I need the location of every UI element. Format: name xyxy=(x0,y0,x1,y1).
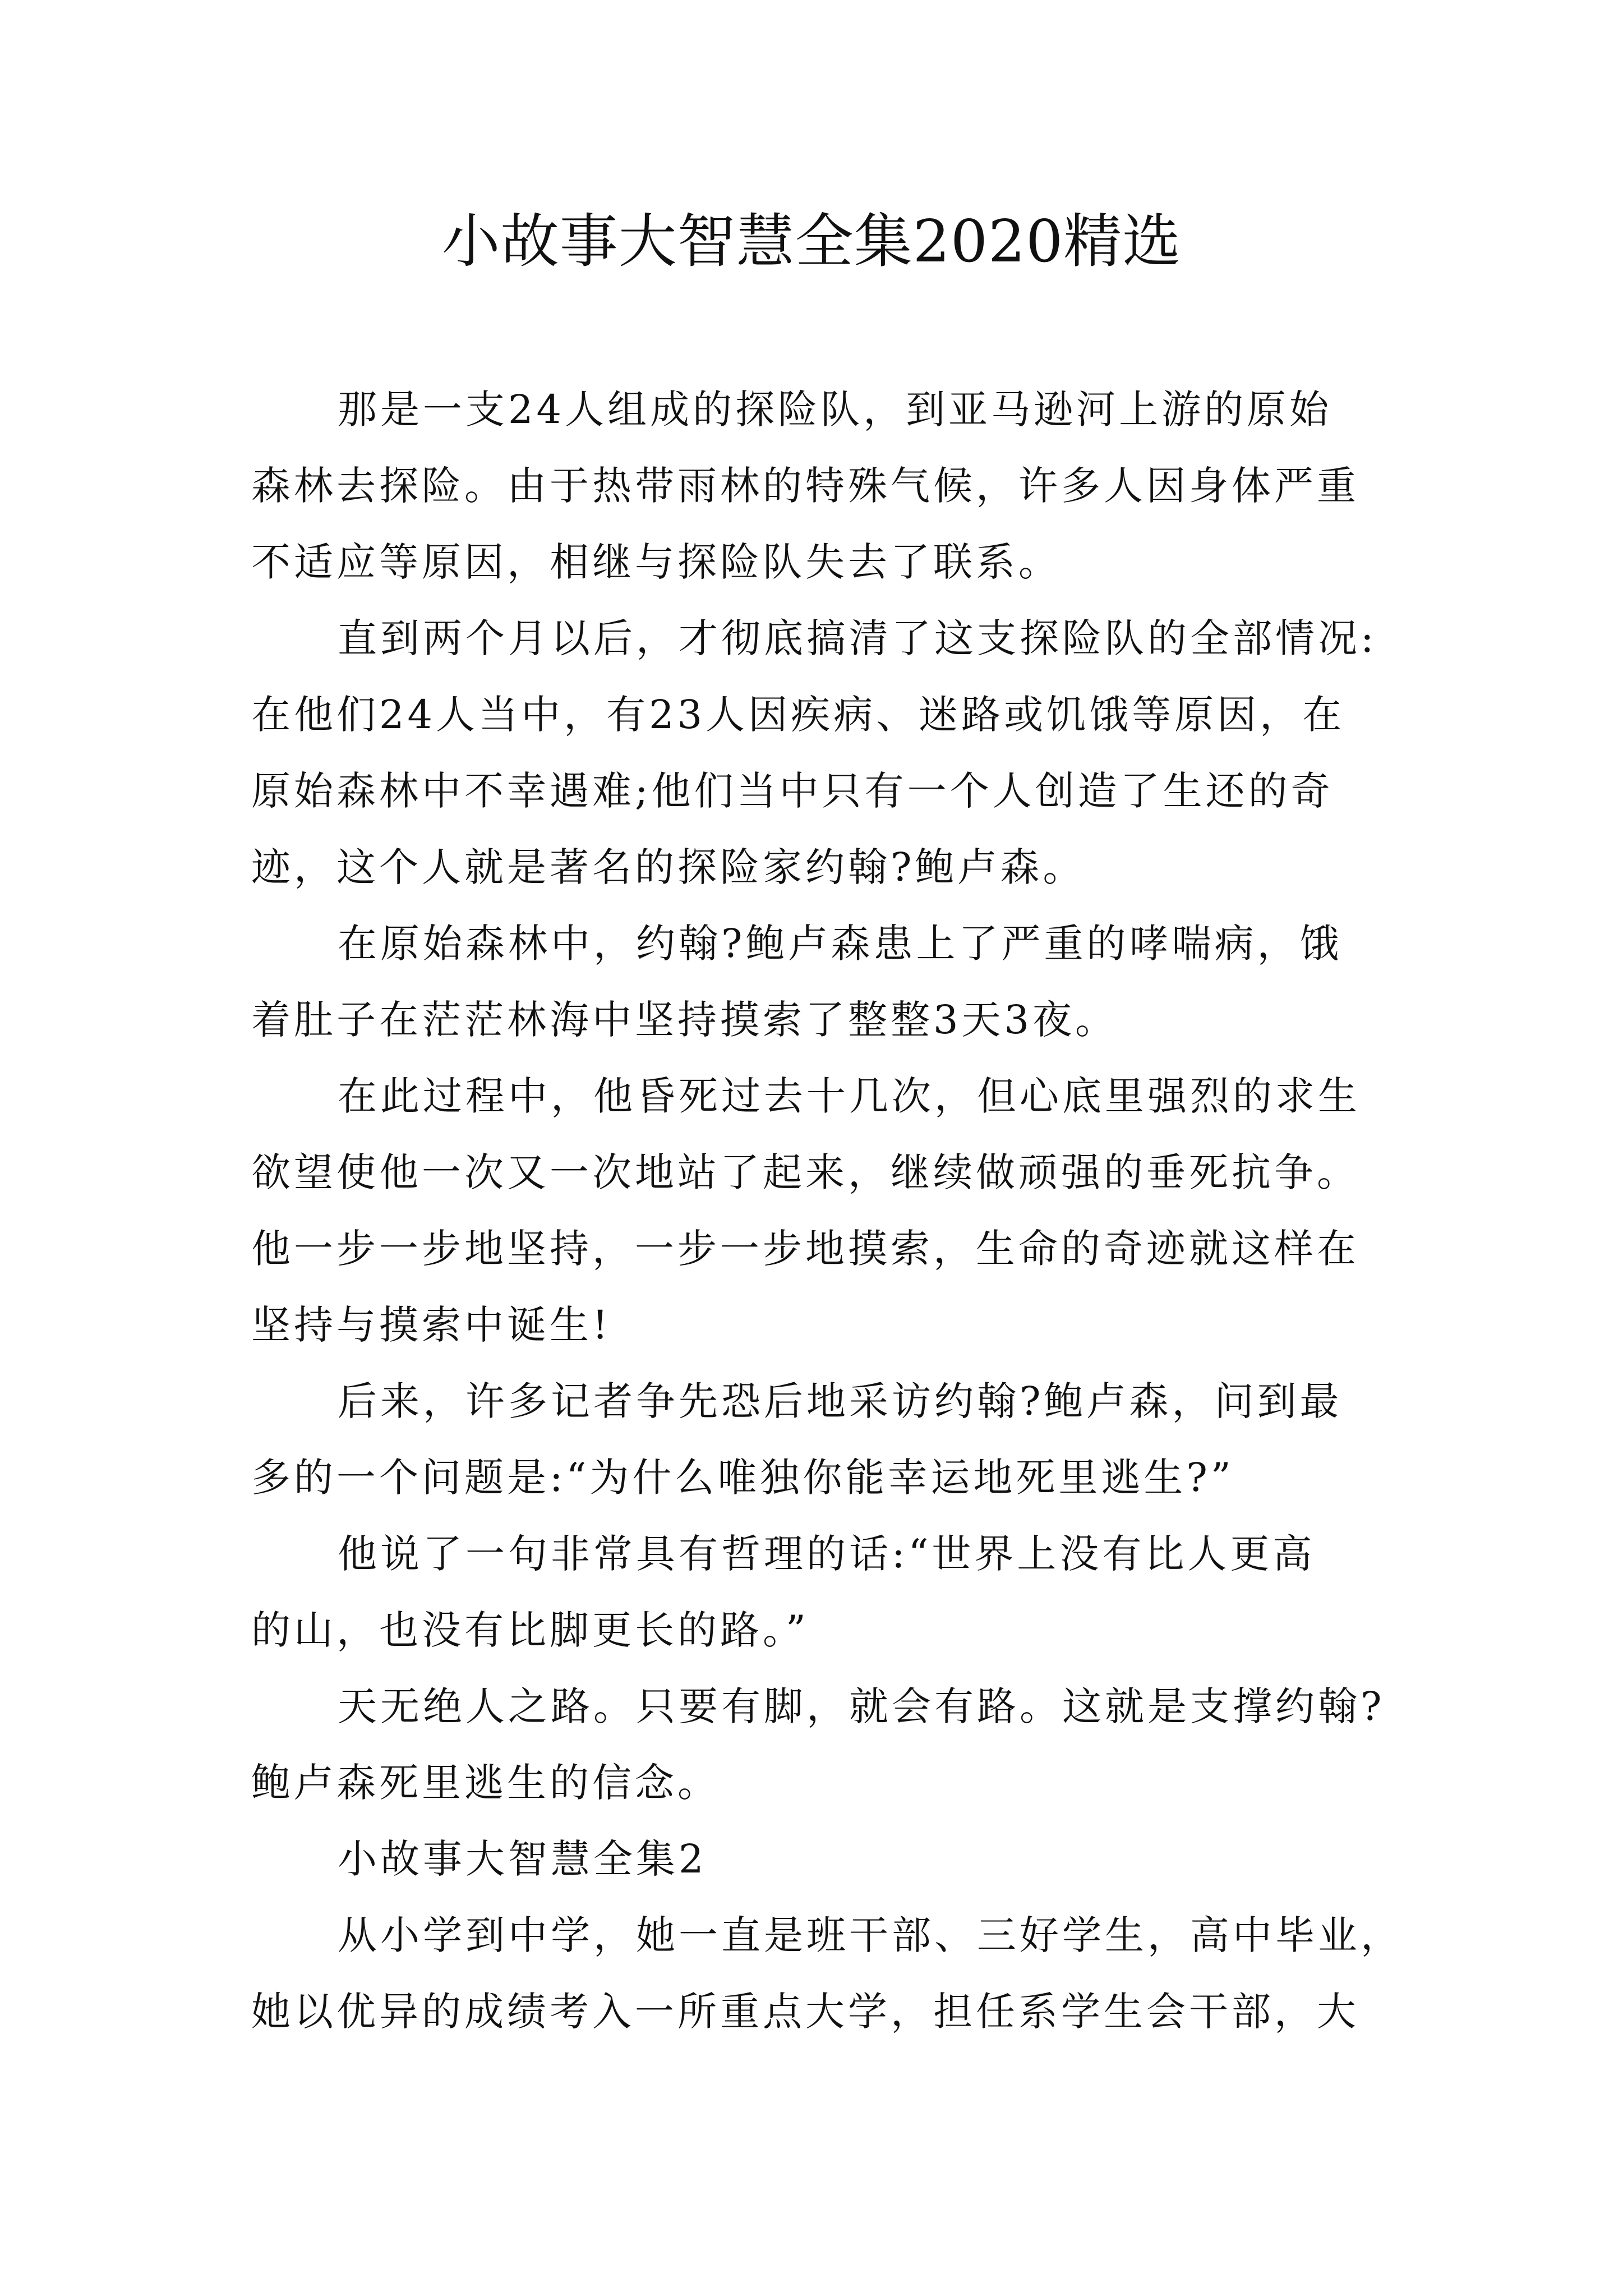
text-line: 着肚子在茫茫林海中坚持摸索了整整3天3夜。 xyxy=(251,997,1118,1043)
text-line: 在此过程中，他昏死过去十几次，但心底里强烈的求生 xyxy=(338,1073,1361,1119)
text-line: 在原始森林中，约翰?鲍卢森患上了严重的哮喘病，饿 xyxy=(338,921,1343,967)
text-line: 从小学到中学，她一直是班干部、三好学生，高中毕业， xyxy=(338,1912,1403,1958)
text-line: 她以优异的成绩考入一所重点大学，担任系学生会干部，大 xyxy=(251,1989,1359,2035)
text-line: 多的一个问题是:“为什么唯独你能幸运地死里逃生?” xyxy=(251,1455,1234,1501)
text-line: 原始森林中不幸遇难;他们当中只有一个人创造了生还的奇 xyxy=(251,768,1334,814)
document-body xyxy=(251,371,1403,2050)
document-title: 小故事大智慧全集2020精选 xyxy=(441,207,1182,275)
text-line: 他说了一句非常具有哲理的话:“世界上没有比人更高 xyxy=(338,1531,1316,1577)
text-line: 欲望使他一次又一次地站了起来，继续做顽强的垂死抗争。 xyxy=(251,1149,1359,1195)
text-line: 他一步一步地坚持，一步一步地摸索，生命的奇迹就这样在 xyxy=(251,1226,1359,1272)
text-line: 直到两个月以后，才彻底搞清了这支探险队的全部情况: xyxy=(338,615,1377,661)
text-line: 在他们24人当中，有23人因疾病、迷路或饥饿等原因，在 xyxy=(251,692,1345,738)
section-heading: 小故事大智慧全集2 xyxy=(338,1836,707,1882)
text-line: 森林去探险。由于热带雨林的特殊气候，许多人因身体严重 xyxy=(251,463,1359,509)
text-line: 坚持与摸索中诞生! xyxy=(251,1302,612,1348)
text-line: 那是一支24人组成的探险队，到亚马逊河上游的原始 xyxy=(338,386,1332,432)
text-line: 的山，也没有比脚更长的路。” xyxy=(251,1607,809,1653)
text-line: 迹，这个人就是著名的探险家约翰?鲍卢森。 xyxy=(251,844,1086,890)
text-line: 天无绝人之路。只要有脚，就会有路。这就是支撑约翰? xyxy=(338,1683,1385,1729)
text-line: 不适应等原因，相继与探险队失去了联系。 xyxy=(251,539,1061,585)
text-line: 鲍卢森死里逃生的信念。 xyxy=(251,1760,720,1806)
text-line: 后来，许多记者争先恐后地采访约翰?鲍卢森，问到最 xyxy=(338,1378,1343,1424)
